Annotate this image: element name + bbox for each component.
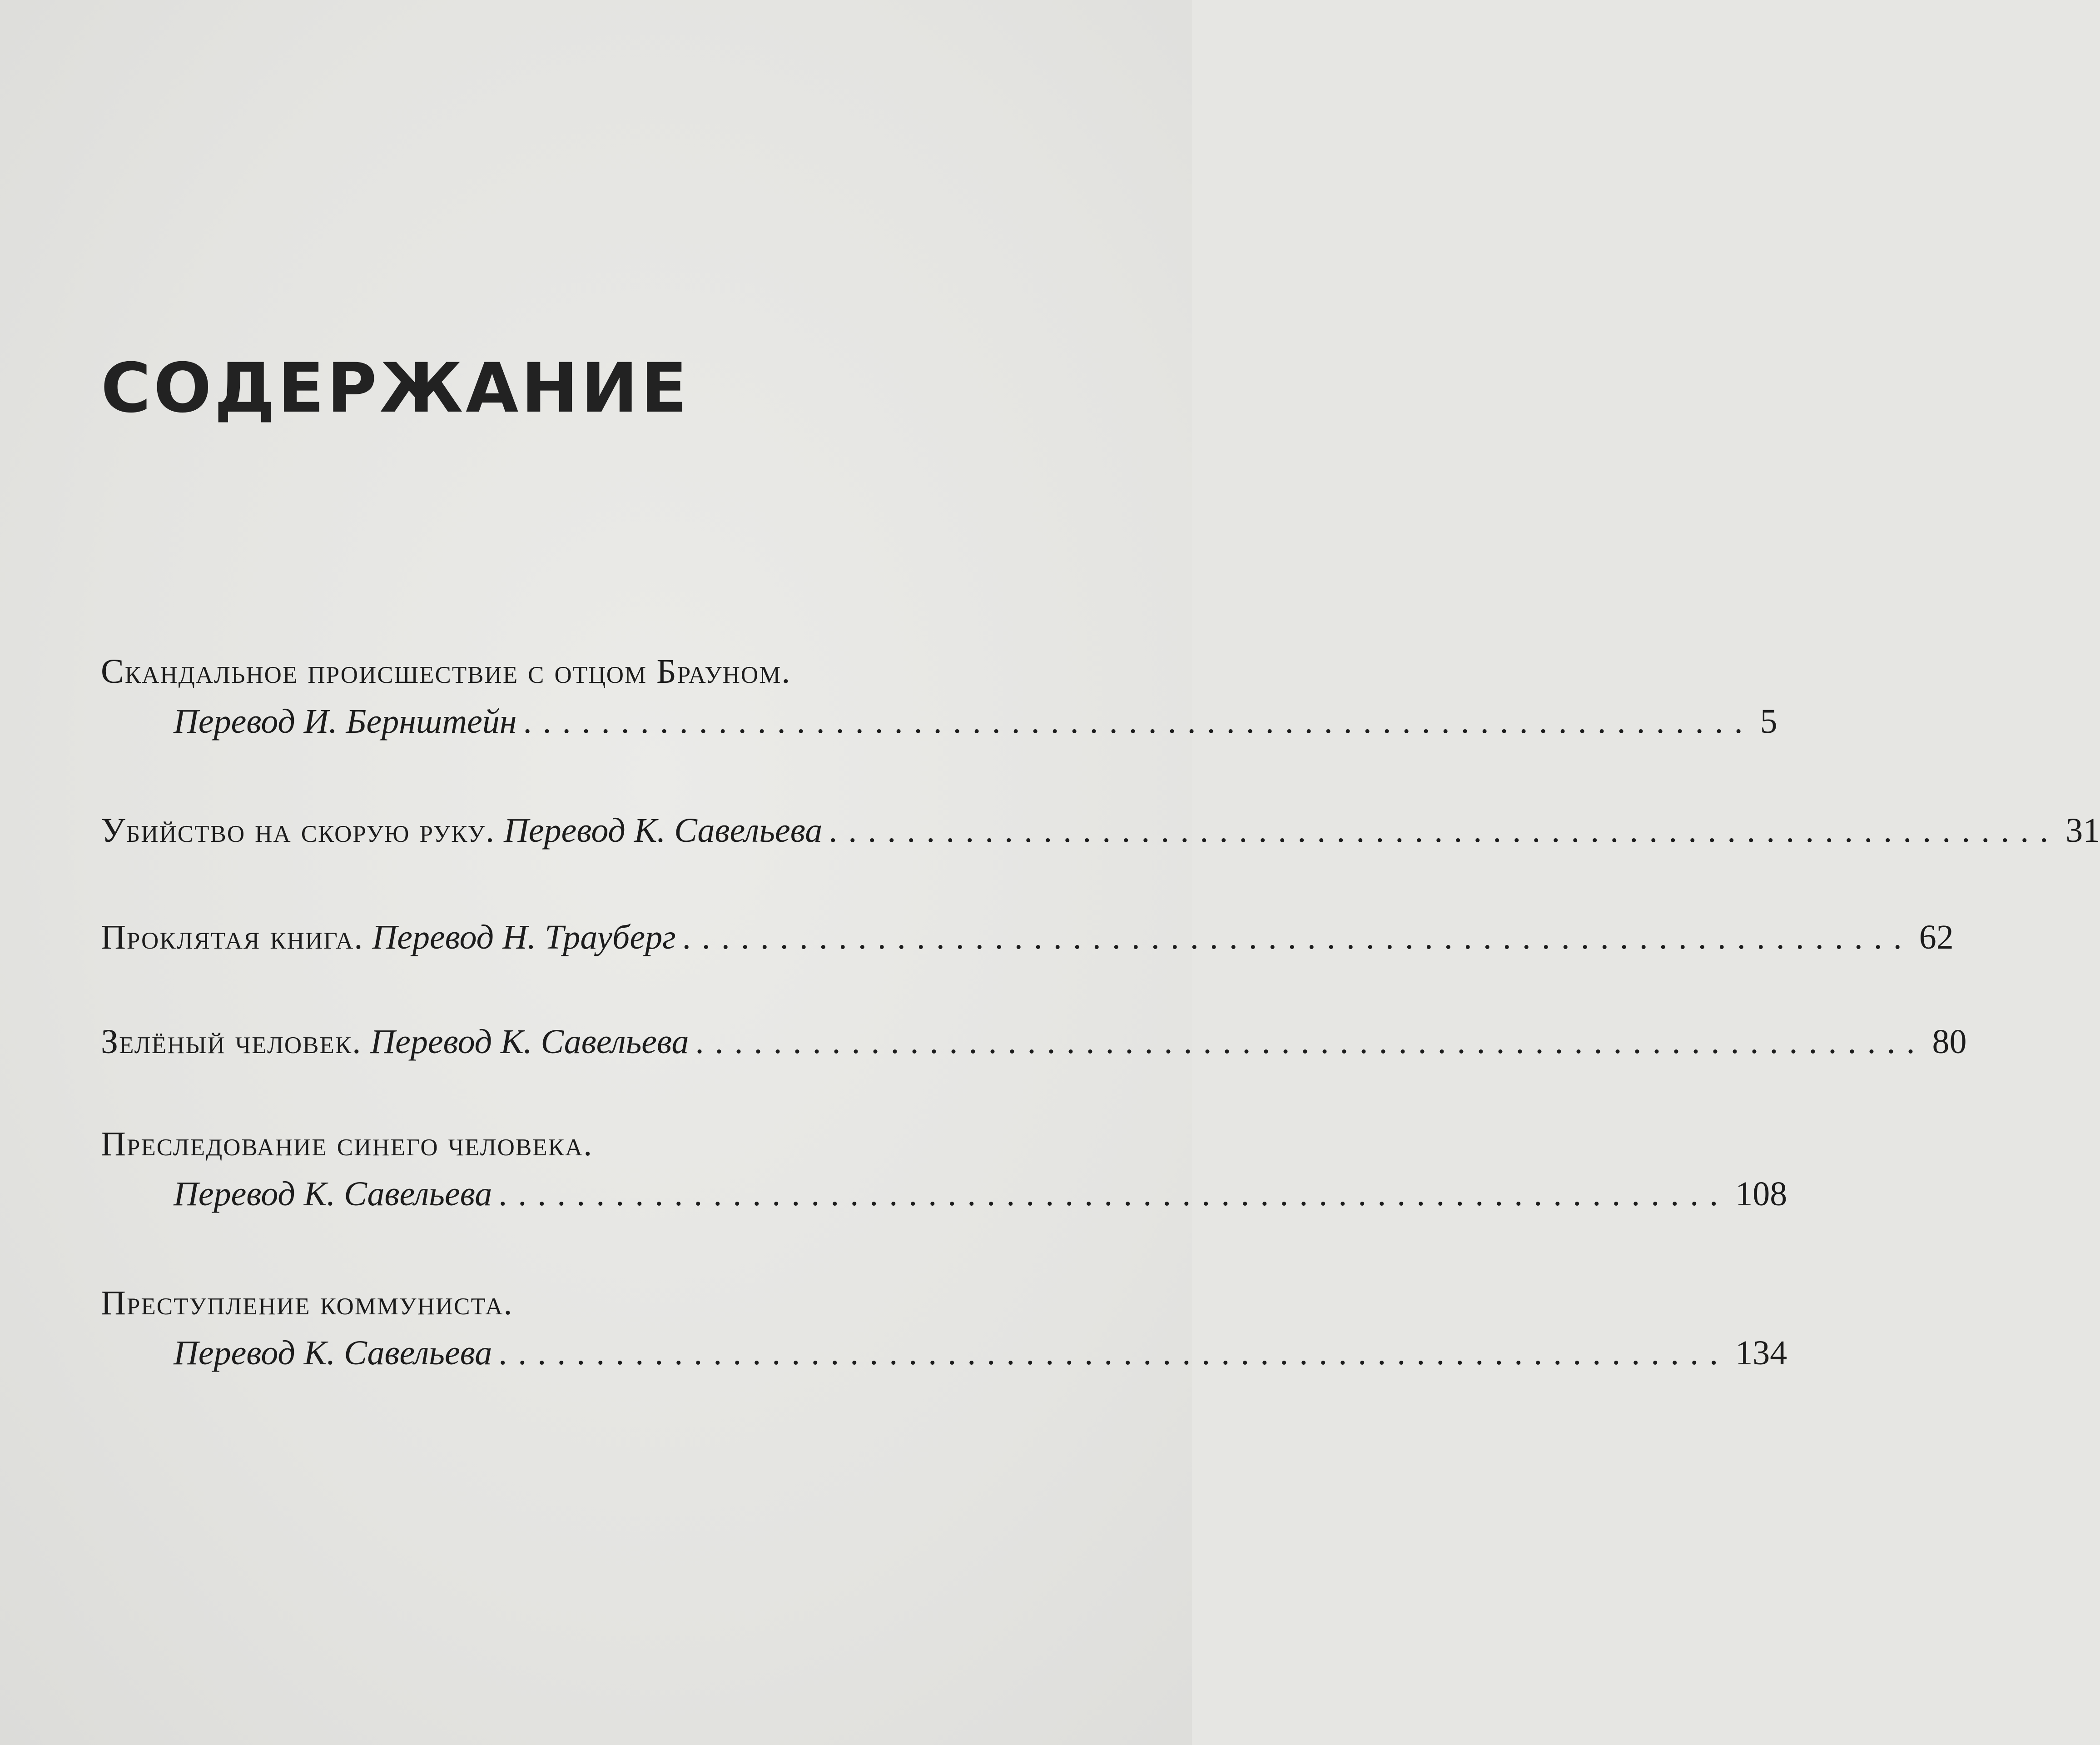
toc-entry — [101, 1284, 1787, 1372]
toc-entry — [101, 918, 1954, 956]
toc-entry — [101, 1125, 1787, 1213]
page-number: 31 — [2065, 811, 2100, 850]
translator-credit: Перевод Н. Трауберг — [372, 918, 676, 956]
dot-leader: ............................................................... — [498, 1175, 1729, 1213]
page-number: 80 — [1932, 1023, 1967, 1061]
dot-leader: ............................................................... — [682, 918, 1913, 956]
translator-credit: Перевод К. Савельева — [174, 1334, 492, 1372]
translator-credit: Перевод К. Савельева — [174, 1175, 492, 1213]
dot-leader: ............................................................... — [523, 702, 1754, 741]
page-number: 5 — [1760, 702, 1777, 741]
toc-entry — [101, 1023, 1967, 1061]
story-title: Преследование синего человека. — [101, 1125, 593, 1163]
story-title: Убийство на скорую руку. — [101, 811, 495, 850]
story-title: Преступление коммуниста. — [101, 1284, 513, 1322]
table-of-contents — [101, 0, 2100, 1745]
toc-entry — [101, 811, 2100, 850]
story-title: Скандальное происшествие с отцом Брауном. — [101, 652, 791, 691]
dot-leader: ............................................................... — [829, 811, 2060, 850]
story-title: Проклятая книга. — [101, 918, 364, 956]
page-number: 62 — [1919, 918, 1954, 956]
dot-leader: ............................................................... — [498, 1334, 1729, 1372]
page-number: 134 — [1735, 1334, 1787, 1372]
translator-credit: Перевод К. Савельева — [370, 1023, 689, 1061]
translator-credit: Перевод К. Савельева — [504, 811, 823, 850]
dot-leader: ............................................................... — [695, 1023, 1926, 1061]
story-title: Зелёный человек. — [101, 1023, 362, 1061]
page-number: 108 — [1735, 1175, 1787, 1213]
toc-entry — [101, 652, 1777, 741]
contents-heading: СОДЕРЖАНИЕ — [101, 349, 690, 428]
translator-credit: Перевод И. Бернштейн — [174, 702, 517, 741]
